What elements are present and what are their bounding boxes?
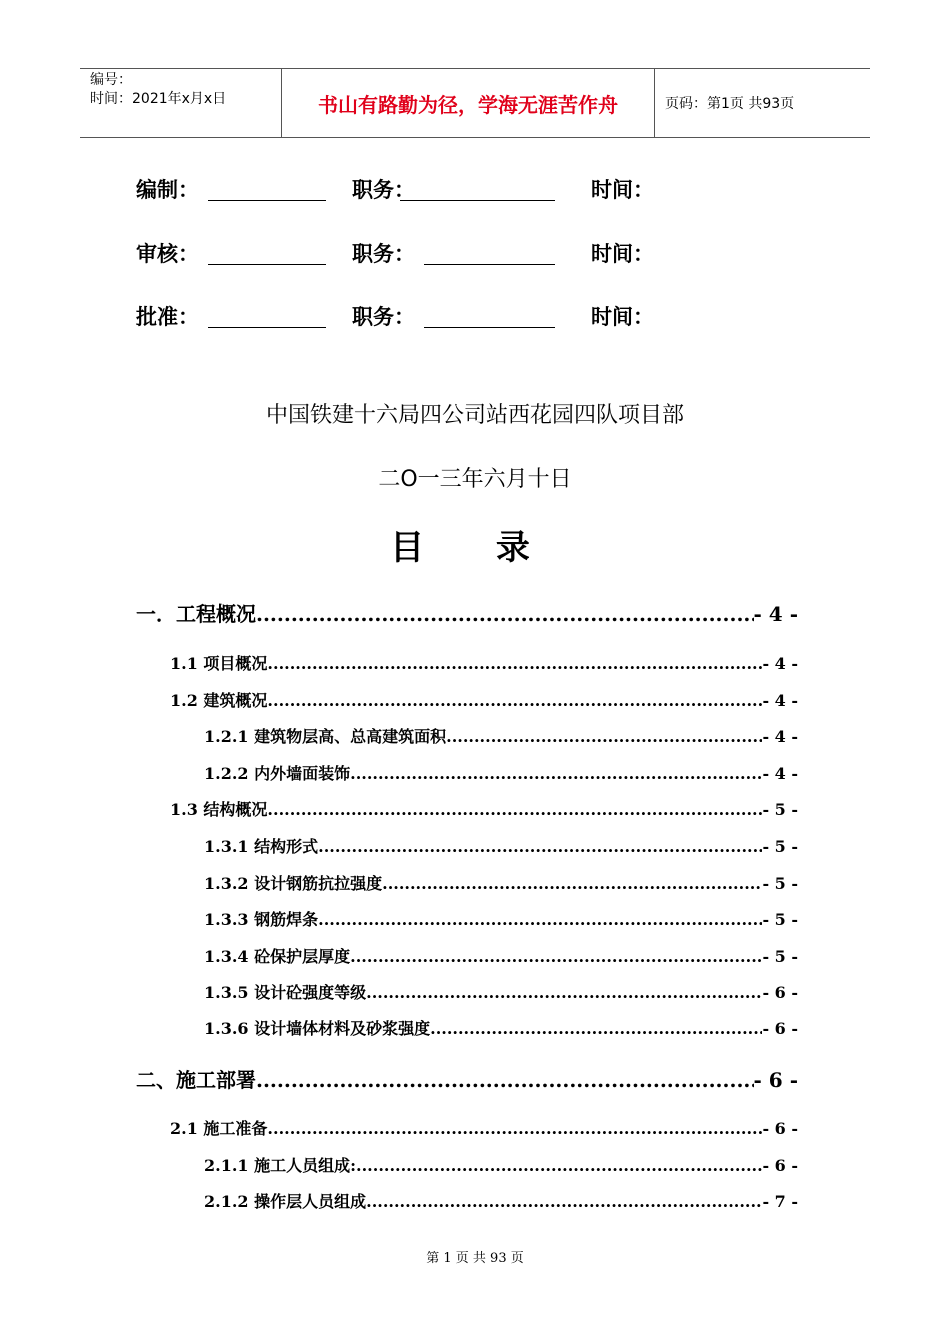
toc-leader-dots [267, 1119, 762, 1138]
toc-entry-text: 一．工程概况 [136, 602, 256, 626]
toc-leader-dots [366, 1192, 762, 1211]
toc-leader-dots [430, 1019, 762, 1038]
toc-entry-page: - 4 - [762, 654, 798, 673]
signoff-blank [208, 264, 326, 265]
toc-entry-page: - 4 - [762, 691, 798, 710]
toc-leader-dots [318, 910, 762, 929]
toc-entry-page: - 6 - [753, 1068, 798, 1092]
page-header [80, 68, 870, 138]
toc-entry[interactable] [136, 1064, 798, 1093]
toc-entry-text: 1.1 项目概况 [170, 654, 268, 673]
toc-leader-dots [446, 727, 762, 746]
toc-entry[interactable] [136, 598, 798, 627]
toc-leader-dots [256, 602, 754, 626]
toc-entry-page: - 6 - [762, 983, 798, 1002]
doc-number-label: 编号： [90, 72, 132, 88]
toc-entry-text: 1.3.1 结构形式 [204, 837, 319, 856]
signoff-row-approve [136, 301, 836, 331]
toc-entry[interactable] [204, 980, 798, 1003]
toc-entry[interactable] [204, 724, 798, 747]
toc-entry[interactable] [204, 761, 798, 784]
toc-entry-page: - 5 - [762, 910, 798, 929]
toc-entry-text: 1.2 建筑概况 [170, 691, 268, 710]
toc-leader-dots [350, 947, 762, 966]
toc-entry-page: - 4 - [753, 602, 798, 626]
signoff-blank [208, 327, 326, 328]
signoff-time-label: 时间： [591, 178, 654, 202]
toc-entry[interactable] [204, 871, 798, 894]
signoff-row-compile [136, 174, 836, 204]
signoff-role-blank [424, 327, 555, 328]
toc-leader-dots [267, 654, 762, 673]
toc-entry-page: - 4 - [762, 764, 798, 783]
toc-leader-dots [318, 837, 762, 856]
toc-entry[interactable] [170, 688, 798, 711]
toc-entry[interactable] [170, 1116, 798, 1139]
signoff-label: 审核： [136, 242, 199, 266]
header-motto: 书山有路勤为径，学海无涯苦作舟 [282, 69, 655, 137]
signoff-role-blank [424, 264, 555, 265]
toc-entry-text: 1.3.2 设计钢筋抗拉强度 [204, 874, 383, 893]
signoff-time-label: 时间： [591, 242, 654, 266]
toc-leader-dots [267, 800, 762, 819]
signoff-row-review [136, 238, 836, 268]
toc-leader-dots [350, 764, 762, 783]
toc-entry-text: 1.3.4 砼保护层厚度 [204, 947, 351, 966]
toc-leader-dots [267, 691, 762, 710]
toc-entry[interactable] [204, 1189, 798, 1212]
signoff-role-blank [400, 200, 555, 201]
document-date: 二O一三年六月十日 [378, 467, 572, 492]
toc-entry-page: - 7 - [762, 1192, 798, 1211]
toc-entry-text: 2.1.2 操作层人员组成 [204, 1192, 367, 1211]
page-footer: 第 1 页 共 93 页 [426, 1251, 524, 1266]
toc-entry-text: 1.3.3 钢筋焊条 [204, 910, 319, 929]
signoff-blank [208, 200, 326, 201]
toc-title: 目 录 [390, 528, 560, 568]
signoff-time-label: 时间： [591, 305, 654, 329]
header-page-info: 页码：第1页 共93页 [665, 96, 795, 112]
signoff-role-label: 职务： [352, 305, 415, 329]
header-meta [80, 69, 282, 137]
signoff-label: 批准： [136, 305, 199, 329]
toc-entry[interactable] [204, 944, 798, 967]
toc-entry[interactable] [204, 1153, 798, 1176]
toc-entry[interactable] [170, 651, 798, 674]
toc-leader-dots [382, 874, 762, 893]
doc-time-label: 时间：2021年x月x日 [90, 91, 227, 107]
toc-leader-dots [366, 983, 762, 1002]
toc-entry-page: - 5 - [762, 874, 798, 893]
toc-entry-page: - 5 - [762, 800, 798, 819]
toc-entry-page: - 5 - [762, 837, 798, 856]
toc-entry-text: 2.1.1 施工人员组成: [204, 1156, 357, 1175]
toc-entry-text: 1.2.2 内外墙面装饰 [204, 764, 351, 783]
toc-entry-page: - 5 - [762, 947, 798, 966]
signoff-label: 编制： [136, 178, 199, 202]
toc-entry-text: 1.2.1 建筑物层高、总高建筑面积 [204, 727, 447, 746]
signoff-role-label: 职务： [352, 242, 415, 266]
toc-entry-text: 1.3.5 设计砼强度等级 [204, 983, 367, 1002]
toc-entry-text: 二、施工部署 [136, 1068, 256, 1092]
toc-entry-text: 1.3 结构概况 [170, 800, 268, 819]
toc-entry[interactable] [170, 797, 798, 820]
organization-name: 中国铁建十六局四公司站西花园四队项目部 [265, 403, 684, 428]
toc-entry-page: - 6 - [762, 1019, 798, 1038]
toc-entry-page: - 6 - [762, 1156, 798, 1175]
toc-entry-page: - 6 - [762, 1119, 798, 1138]
toc-entry[interactable] [204, 1016, 798, 1039]
toc-entry-page: - 4 - [762, 727, 798, 746]
toc-entry-text: 2.1 施工准备 [170, 1119, 268, 1138]
toc-entry[interactable] [204, 834, 798, 857]
signoff-role-label: 职务： [352, 178, 415, 202]
toc-entry-text: 1.3.6 设计墙体材料及砂浆强度 [204, 1019, 431, 1038]
toc-leader-dots [256, 1068, 754, 1092]
toc-entry[interactable] [204, 907, 798, 930]
toc-leader-dots [356, 1156, 762, 1175]
